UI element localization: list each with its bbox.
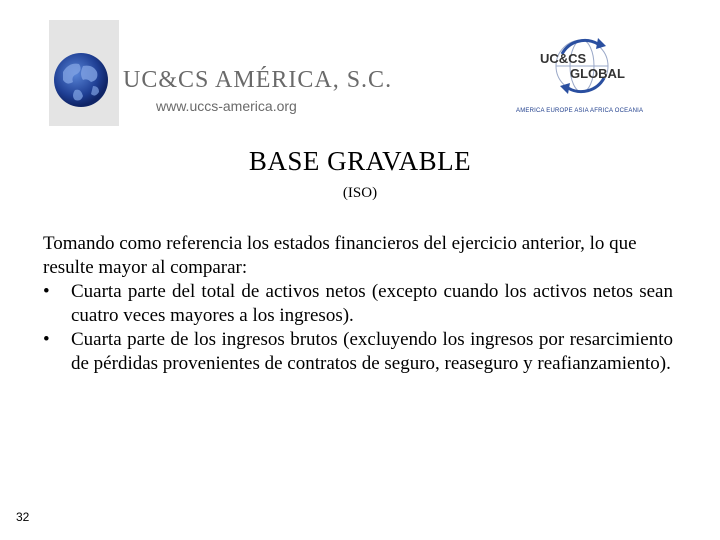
bullet-item <box>43 280 673 328</box>
global-line1: UC&CS <box>540 51 587 66</box>
page-number: 32 <box>16 510 30 524</box>
slide-subtitle: (ISO) <box>342 185 378 201</box>
uccs-global-logo <box>512 28 657 120</box>
bullet-icon: • <box>43 281 50 302</box>
bullet-text: Cuarta parte del total de activos netos (excepto cuando los activos netos sean cuatro veces mayores a los ingresos). <box>71 281 673 326</box>
slide-title: BASE GRAVABLE <box>248 146 472 176</box>
globe-icon <box>49 20 119 126</box>
brand-url: www.uccs-america.org <box>156 98 297 114</box>
globe-panel <box>49 20 119 126</box>
bullet-text: Cuarta parte de los ingresos brutos (excluyendo los ingresos por resarcimiento de pérdidas provenientes de contratos de seguro, reaseguro y reafianzamiento). <box>71 329 673 374</box>
intro-paragraph: Tomando como referencia los estados financieros del ejercicio anterior, lo que resulte mayor al comparar: <box>43 233 637 278</box>
bullet-list <box>43 280 673 376</box>
uccs-america-logo <box>49 20 399 126</box>
bullet-icon: • <box>43 329 50 350</box>
brand-name: UC&CS AMÉRICA, S.C. <box>123 67 393 93</box>
slide-body <box>43 232 673 376</box>
continents-tagline: AMERICA EUROPE ASIA AFRICA OCEANIA <box>516 108 644 114</box>
global-line2: GLOBAL <box>570 66 625 81</box>
bullet-item <box>43 328 673 376</box>
